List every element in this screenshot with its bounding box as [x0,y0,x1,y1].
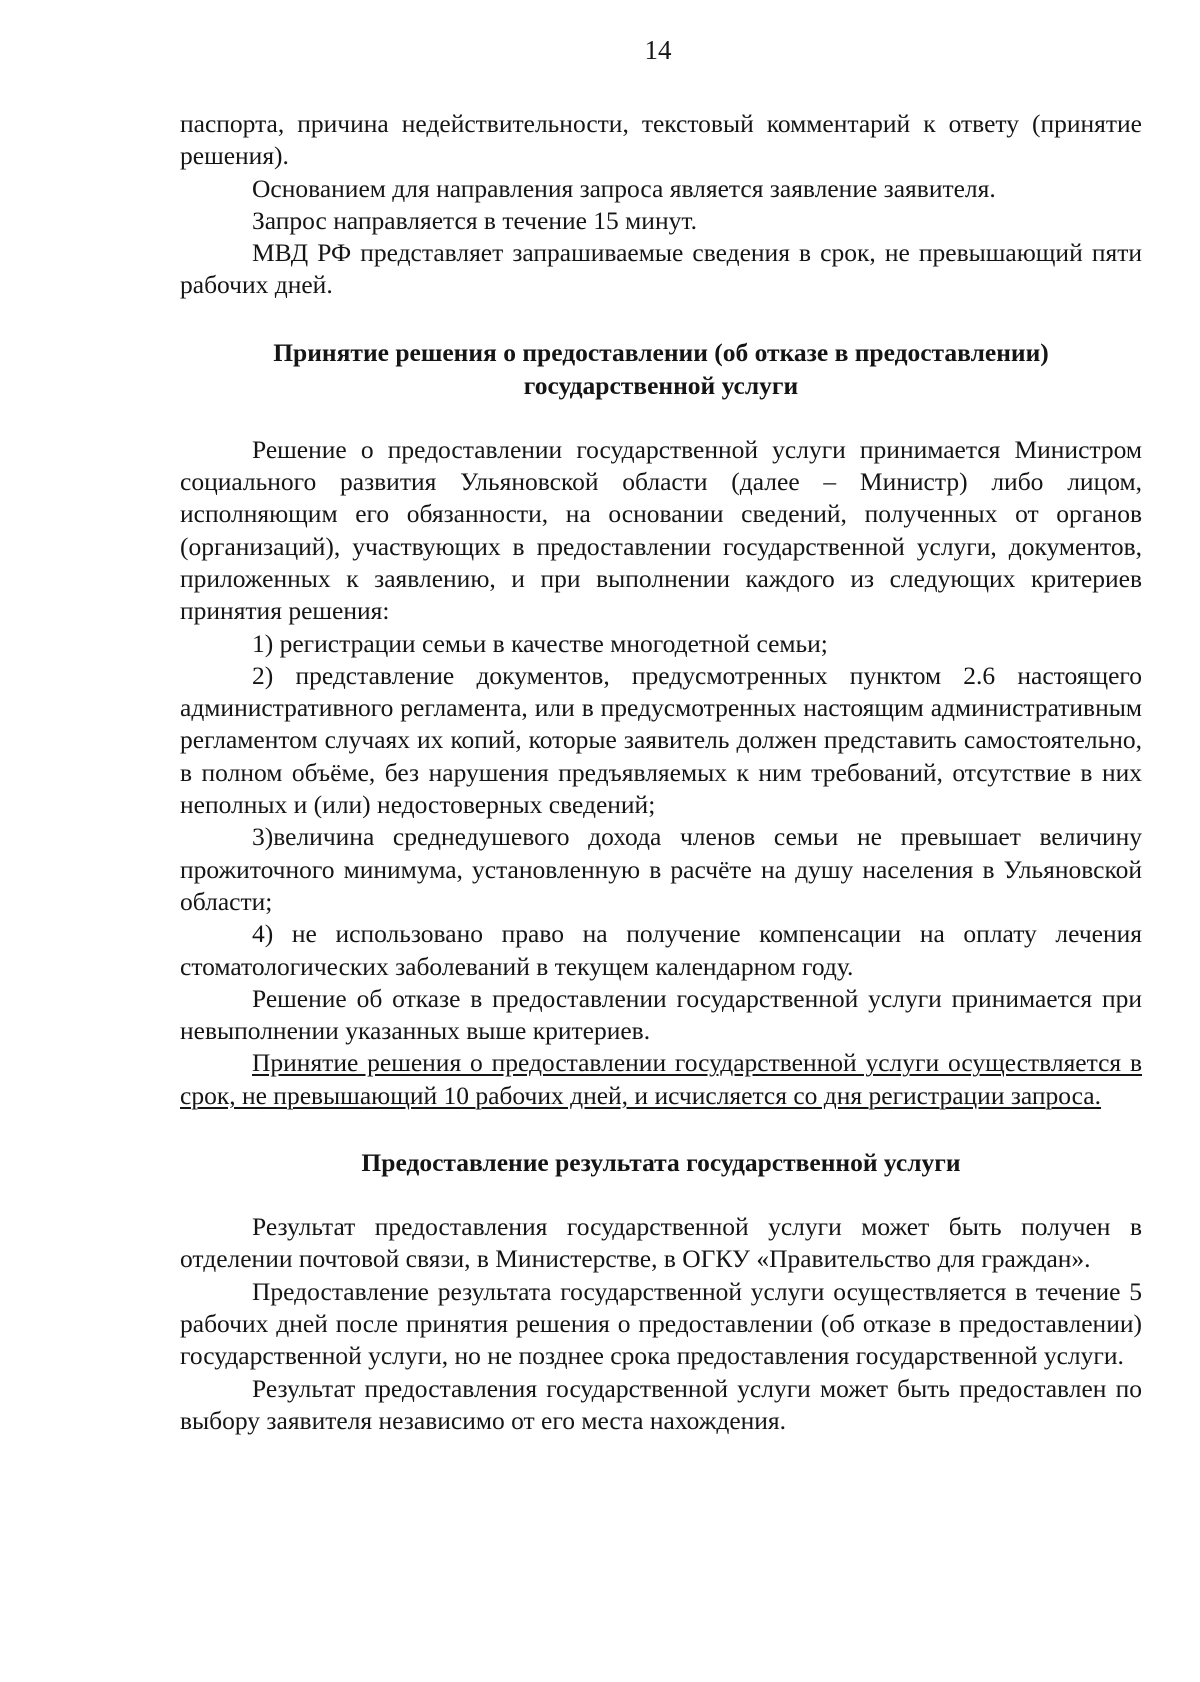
paragraph-request-timing: Запрос направляется в течение 15 минут. [252,205,697,235]
spacer [180,402,1142,434]
document-body [180,108,1142,1437]
paragraph-mvd-deadline: МВД РФ представляет запрашиваемые сведения в срок, не превышающий пяти рабочих дней. [180,238,1142,300]
section-heading-decision-line1: Принятие решения о предоставлении (об отказе в предоставлении) [273,337,1049,367]
section-heading-decision [180,336,1142,402]
section-heading-decision-line2: государственной услуги [523,370,799,400]
criterion-item-3: 3)величина среднедушевого дохода членов семьи не превышает величину прожиточного минимума, установленную в расчёте на душу населения в Ульяновской области; [180,822,1142,916]
paragraph-result-choice: Результат предоставления государственной услуги может быть предоставлен по выбору заявителя независимо от его места нахождения. [180,1373,1142,1435]
page-number: 14 [644,35,672,65]
criterion-item-1: 1) регистрации семьи в качестве многодетной семьи; [252,628,828,658]
spacer [180,1112,1142,1146]
paragraph-decision-authority: Решение о предоставлении государственной услуги принимается Министром социального развития Ульяновской области (далее – Министр) либо лицом, исполняющим его обязанности, на основании сведений, полученных от органов (организаций), участвующих в предоставлении государственной услуги, документов, приложенных к заявлению, и при выполнении каждого из следующих критериев принятия решения: [180,434,1142,626]
spacer [180,302,1142,336]
paragraph-result-timing: Предоставление результата государственной услуги осуществляется в течение 5 рабочих дней после принятия решения о предоставлении (об отказе в предоставлении) государственной услуги, но не позднее срока предоставления государственной услуги. [180,1276,1142,1371]
spacer [180,1179,1142,1211]
paragraph-result-receipt: Результат предоставления государственной услуги может быть получен в отделении почтовой связи, в Министерстве, в ОГКУ «Правительство для граждан». [180,1212,1142,1274]
paragraph-refusal-decision: Решение об отказе в предоставлении государственной услуги принимается при невыполнении указанных выше критериев. [180,983,1142,1046]
criterion-item-2: 2) представление документов, предусмотренных пунктом 2.6 настоящего административного регламента, или в предусмотренных настоящим административным регламентом случаях их копий, которые заявитель должен представить самостоятельно, в полном объёме, без нарушения предъявляемых к ним требований, отсутствие в них неполных и (или) недостоверных сведений; [180,660,1142,820]
paragraph-request-basis: Основанием для направления запроса является заявление заявителя. [252,173,996,203]
paragraph-decision-deadline-underlined: Принятие решения о предоставлении государственной услуги осуществляется в срок, не превышающий 10 рабочих дней, и исчисляется со дня регистрации запроса. [180,1048,1142,1110]
criterion-item-4: 4) не использовано право на получение компенсации на оплату лечения стоматологических заболеваний в текущем календарном году. [180,919,1142,981]
paragraph-passport-continuation: паспорта, причина недействительности, текстовый комментарий к ответу (принятие решения). [180,109,1142,171]
section-heading-result: Предоставление результата государственной услуги [361,1148,961,1178]
